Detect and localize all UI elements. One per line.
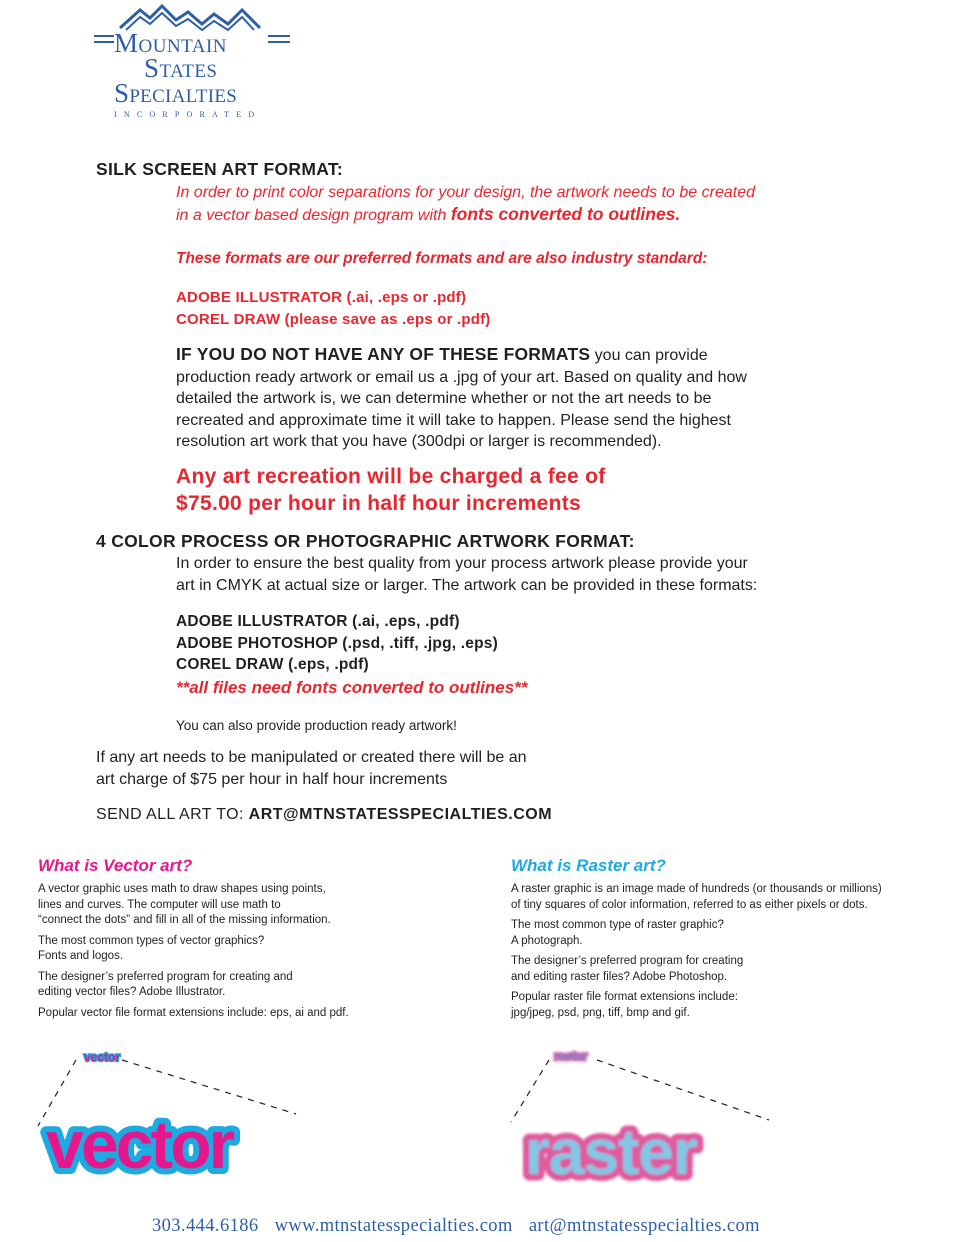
footer-contact	[152, 1216, 760, 1237]
no-format-line: recreated and approximate time it will take to happen. Please send the highest	[176, 411, 731, 429]
silk-intro-line-2	[176, 204, 876, 227]
no-format-lead: IF YOU DO NOT HAVE ANY OF THESE FORMATS	[176, 344, 591, 364]
silk-format-list	[176, 287, 490, 330]
raster-description	[511, 882, 941, 1026]
process-format-item: COREL DRAW (.eps, .pdf)	[176, 656, 369, 673]
raster-para: A raster graphic is an image made of hundreds (or thousands or millions) of tiny squares of color information, referred to as either pixels or dots.	[511, 883, 882, 911]
send-art-line	[96, 806, 552, 824]
silk-screen-heading: SILK SCREEN ART FORMAT:	[96, 159, 344, 179]
raster-para: The designer’s preferred program for creating and editing raster files? Adobe Photoshop.	[511, 955, 744, 983]
preferred-formats-note: These formats are our preferred formats and are also industry standard:	[176, 250, 708, 267]
fee-line-2: $75.00 per hour in half hour increments	[176, 492, 581, 515]
raster-illustration	[505, 1040, 785, 1190]
send-art-label: SEND ALL ART TO:	[96, 806, 249, 823]
process-intro	[176, 553, 896, 596]
silk-intro-line-1: In order to print color separations for your design, the artwork needs to be created	[176, 184, 755, 201]
silk-intro-line-2a: in a vector based design program with	[176, 206, 451, 224]
fonts-outlines-emphasis: fonts converted to outlines.	[450, 203, 681, 224]
silk-format-item: COREL DRAW (please save as .eps or .pdf)	[176, 310, 491, 328]
process-intro-line: art in CMYK at actual size or larger. The artwork can be provided in these formats:	[176, 576, 758, 594]
fee-line-1: Any art recreation will be charged a fee of	[176, 465, 606, 488]
no-format-line: resolution art work that you have (300dpi or larger is recommended).	[176, 433, 662, 450]
process-format-item: ADOBE ILLUSTRATOR (.ai, .eps, .pdf)	[176, 613, 460, 630]
vector-illustration	[30, 1040, 310, 1190]
vector-para: Popular vector file format extensions include: eps, ai and pdf.	[38, 1006, 349, 1019]
no-format-line: production ready artwork or email us a .jpg of your art. Based on quality and how	[176, 368, 747, 386]
vector-heading: What is Vector art?	[38, 856, 193, 875]
no-format-line: detailed the artwork is, we can determine whether or not the art needs to be	[176, 390, 712, 407]
raster-big-word: raster	[525, 1116, 697, 1188]
raster-para: The most common type of raster graphic? A photograph.	[511, 919, 724, 947]
logo-line-4: INCORPORATED	[114, 110, 262, 119]
logo-line-2: States	[144, 53, 218, 83]
send-art-email[interactable]: ART@MTNSTATESSPECIALTIES.COM	[248, 806, 553, 823]
raster-heading: What is Raster art?	[511, 856, 666, 875]
vector-big-word: vector	[46, 1107, 233, 1183]
production-note: You can also provide production ready artwork!	[176, 718, 457, 733]
logo-line-3: Specialties	[114, 78, 238, 108]
footer-email[interactable]: art@mtnstatesspecialties.com	[528, 1216, 760, 1236]
company-logo	[92, 2, 292, 124]
vector-para: The designer’s preferred program for creating and editing vector files? Adobe Illustrator.	[38, 970, 293, 998]
vector-para: A vector graphic uses math to draw shapes using points, lines and curves. The computer will use math to “connect the dots” and fill in all of the missing information.	[38, 883, 331, 926]
silk-format-item: ADOBE ILLUSTRATOR (.ai, .eps or .pdf)	[176, 289, 467, 306]
vector-description	[38, 882, 478, 1026]
recreation-fee-notice	[176, 463, 606, 517]
process-format-item: ADOBE PHOTOSHOP (.psd, .tiff, .jpg, .eps)	[176, 634, 498, 652]
no-format-paragraph	[176, 344, 896, 453]
logo-line-1: Mountain	[114, 28, 228, 58]
art-charge-line: If any art needs to be manipulated or created there will be an	[96, 749, 527, 766]
raster-small-word: raster	[554, 1049, 588, 1063]
vector-small-word: vector	[84, 1050, 121, 1064]
silk-intro	[176, 182, 876, 226]
vector-para: The most common types of vector graphics? Fonts and logos.	[38, 934, 265, 962]
no-format-line-1-rest: you can provide	[590, 347, 708, 364]
outlines-note: **all files need fonts converted to outlines**	[176, 678, 528, 697]
art-charge-line: art charge of $75 per hour in half hour increments	[96, 770, 448, 788]
footer-website[interactable]: www.mtnstatesspecialties.com	[274, 1216, 513, 1236]
process-heading: 4 COLOR PROCESS OR PHOTOGRAPHIC ARTWORK FORMAT:	[96, 531, 635, 551]
no-format-line-1	[176, 344, 896, 367]
art-charge-paragraph	[96, 747, 526, 790]
process-intro-line: In order to ensure the best quality from your process artwork please provide your	[176, 555, 748, 572]
raster-para: Popular raster file format extensions include: jpg/jpeg, psd, png, tiff, bmp and gif.	[511, 991, 738, 1019]
process-format-list	[176, 611, 498, 676]
footer-phone[interactable]: 303.444.6186	[152, 1216, 259, 1236]
